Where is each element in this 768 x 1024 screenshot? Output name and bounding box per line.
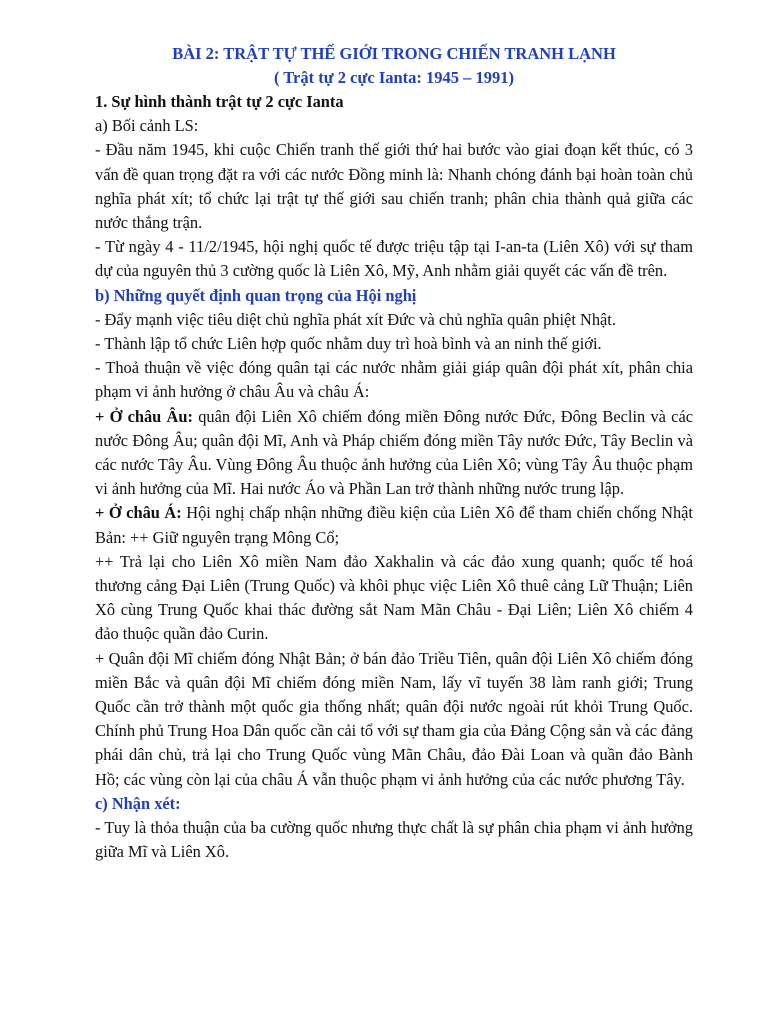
- remark-paragraph: - Tuy là thỏa thuận của ba cường quốc nhưng thực chất là sự phân chia phạm vi ảnh hưởng giữa Mĩ và Liên Xô.: [95, 818, 693, 862]
- europe-lead: + Ở châu Âu:: [95, 406, 193, 426]
- section-heading-1: 1. Sự hình thành trật tự 2 cực Ianta: [95, 92, 344, 111]
- subsection-b-heading: b) Những quyết định quan trọng của Hội nghị: [95, 285, 417, 305]
- subsection-a-heading: a) Bối cảnh LS:: [95, 116, 199, 136]
- asia-paragraph-3: + Quân đội Mĩ chiếm đóng Nhật Bản; ở bán đảo Triều Tiên, quân đội Liên Xô chiếm đóng miền Bắc và quân đội Mĩ chiếm đóng miền Nam, lấy vĩ tuyến 38 làm ranh giới; Trung Quốc cần trở thành một quốc gia thống nhất; quân đội nước ngoài rút khỏi Trung Quốc. Chính phủ Trung Hoa Dân quốc cần cải tổ với sự tham gia của Đảng Cộng sản và các đảng phái dân chủ, trả lại cho Trung Quốc vùng Mãn Châu, đảo Đài Loan và quần đảo Bành Hồ; các vùng còn lại của châu Á vẫn thuộc phạm vi ảnh hưởng của các nước phương Tây.: [95, 648, 693, 789]
- document-title: BÀI 2: TRẬT TỰ THẾ GIỚI TRONG CHIẾN TRANH LẠNH: [172, 44, 616, 63]
- asia-lead: + Ở châu Á:: [95, 503, 182, 523]
- context-paragraph-2: - Từ ngày 4 - 11/2/1945, hội nghị quốc tế được triệu tập tại I-an-ta (Liên Xô) với sự tham dự của nguyên thủ 3 cường quốc là Liên Xô, Mỹ, Anh nhằm giải quyết các vấn đề trên.: [95, 237, 693, 281]
- asia-text: Hội nghị chấp nhận những điều kiện của Liên Xô để tham chiến chống Nhật Bản: ++ Giữ nguyên trạng Mông Cổ;: [95, 503, 693, 547]
- decision-paragraph-2: - Thành lập tổ chức Liên hợp quốc nhằm duy trì hoà bình và an ninh thế giới.: [95, 334, 602, 354]
- europe-paragraph: [95, 405, 693, 502]
- subsection-c-heading: c) Nhận xét:: [95, 793, 181, 813]
- context-paragraph-1: - Đầu năm 1945, khi cuộc Chiến tranh thế giới thứ hai bước vào giai đoạn kết thúc, có 3 vấn đề quan trọng đặt ra với các nước Đồng minh là: Nhanh chóng đánh bại hoàn toàn chủ nghĩa phát xít; tổ chức lại trật tự thế giới sau chiến tranh; phân chia thành quả giữa các nước thắng trận.: [95, 140, 693, 233]
- europe-text: quân đội Liên Xô chiếm đóng miền Đông nước Đức, Đông Beclin và các nước Đông Âu; quân đội Mĩ, Anh và Pháp chiếm đóng miền Tây nước Đức, Tây Beclin và các nước Tây Âu. Vùng Đông Âu thuộc ảnh hưởng của Liên Xô; vùng Tây Âu thuộc phạm vi ảnh hưởng của Mĩ. Hai nước Áo và Phần Lan trở thành những nước trung lập.: [95, 406, 694, 499]
- document-subtitle: ( Trật tự 2 cực Ianta: 1945 – 1991): [273, 68, 515, 87]
- asia-paragraph: [95, 501, 693, 549]
- decision-paragraph-1: - Đẩy mạnh việc tiêu diệt chủ nghĩa phát xít Đức và chủ nghĩa quân phiệt Nhật.: [95, 309, 616, 329]
- document-page: [95, 42, 693, 865]
- asia-paragraph-2: ++ Trả lại cho Liên Xô miền Nam đảo Xakhalin và các đảo xung quanh; quốc tế hoá thương cảng Đại Liên (Trung Quốc) và khôi phục việc Liên Xô thuê cảng Lữ Thuận; Liên Xô cùng Trung Quốc khai thác đường sắt Nam Mãn Châu - Đại Liên; Liên Xô chiếm 4 đảo thuộc quần đảo Curin.: [95, 551, 693, 644]
- decision-paragraph-3: - Thoả thuận về việc đóng quân tại các nước nhằm giải giáp quân đội phát xít, phân chia phạm vi ảnh hưởng ở châu Âu và châu Á:: [95, 358, 693, 402]
